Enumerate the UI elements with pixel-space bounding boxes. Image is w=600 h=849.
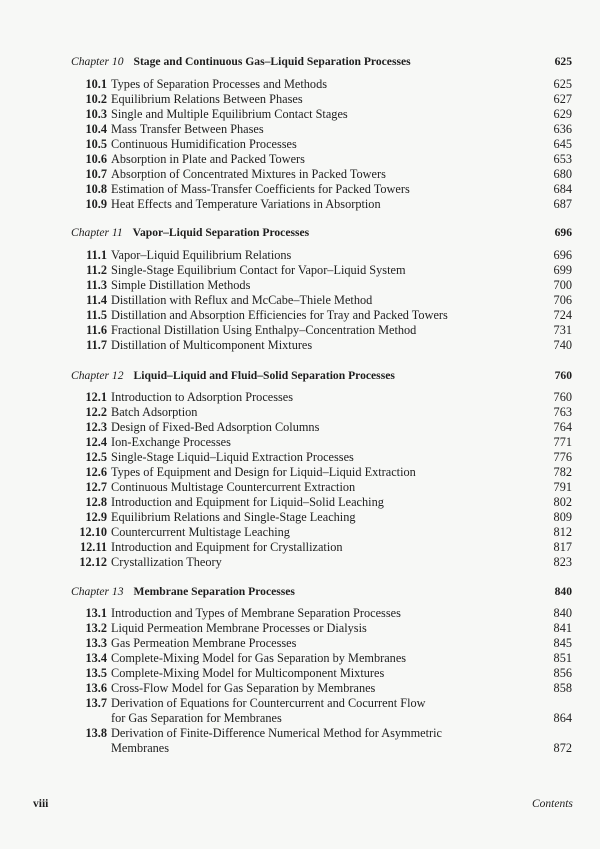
folio-page-number: viii	[33, 798, 49, 810]
section-number: 13.3	[85, 636, 107, 650]
toc-entry	[60, 405, 572, 420]
section-title: Derivation of Equations for Countercurrent and Cocurrent Flow	[111, 696, 426, 710]
section-number: 10.3	[85, 107, 107, 121]
section-title: Cross-Flow Model for Gas Separation by Membranes	[111, 681, 376, 695]
section-title: Distillation of Multicomponent Mixtures	[111, 338, 313, 352]
chapter-heading	[71, 368, 572, 384]
chapter-title: Vapor–Liquid Separation Processes	[132, 226, 310, 239]
toc-entry	[60, 248, 572, 263]
section-title: Single and Multiple Equilibrium Contact Stages	[111, 107, 348, 121]
section-title: Mass Transfer Between Phases	[111, 122, 264, 136]
toc-entry	[60, 122, 572, 137]
section-number: 10.8	[85, 182, 107, 196]
toc-entry	[60, 92, 572, 107]
section-page: 782	[553, 465, 572, 479]
section-title: Gas Permeation Membrane Processes	[111, 636, 297, 650]
section-title: Vapor–Liquid Equilibrium Relations	[111, 248, 292, 262]
section-page: 791	[553, 480, 572, 494]
section-page: 653	[553, 152, 572, 166]
section-number: 12.6	[85, 465, 107, 479]
section-title: Introduction and Equipment for Crystallization	[111, 540, 343, 554]
toc-entry	[60, 606, 572, 621]
chapter-label: Chapter 13	[71, 585, 124, 598]
toc-entry	[60, 167, 572, 182]
chapter-page: 625	[554, 55, 572, 68]
section-page: 680	[553, 167, 572, 181]
section-title: Single-Stage Liquid–Liquid Extraction Processes	[111, 450, 354, 464]
toc-entry	[60, 480, 572, 495]
section-title: Design of Fixed-Bed Adsorption Columns	[111, 420, 320, 434]
toc-entry	[60, 308, 572, 323]
chapter-heading	[71, 584, 572, 600]
section-number: 13.2	[85, 621, 107, 635]
section-number: 12.8	[85, 495, 107, 509]
toc-entry	[60, 726, 572, 755]
section-page: 817	[553, 540, 572, 554]
chapter-label: Chapter 11	[71, 226, 123, 239]
section-page: 706	[553, 293, 572, 307]
section-title: Introduction and Types of Membrane Separation Processes	[111, 606, 401, 620]
section-number: 12.4	[85, 435, 107, 449]
toc-entry	[60, 621, 572, 636]
toc-entry	[60, 666, 572, 681]
section-number: 12.3	[85, 420, 107, 434]
chapter-title: Membrane Separation Processes	[133, 585, 295, 598]
chapter-label: Chapter 12	[71, 369, 124, 382]
section-page: 636	[553, 122, 572, 136]
section-title: Types of Separation Processes and Methods	[111, 77, 327, 91]
section-page: 812	[553, 525, 572, 539]
section-number: 10.6	[85, 152, 107, 166]
toc-entry	[60, 651, 572, 666]
toc-entry	[60, 420, 572, 435]
section-page: 627	[553, 92, 572, 106]
section-page: 823	[553, 555, 572, 569]
section-number: 10.2	[85, 92, 107, 106]
section-title: Continuous Humidification Processes	[111, 137, 297, 151]
chapter-page: 696	[554, 226, 572, 239]
section-number: 13.8	[85, 726, 107, 740]
chapter-title: Liquid–Liquid and Fluid–Solid Separation Processes	[133, 369, 395, 382]
section-title: Estimation of Mass-Transfer Coefficients for Packed Towers	[111, 182, 410, 196]
section-number: 11.3	[86, 278, 107, 292]
toc-entry	[60, 293, 572, 308]
section-title: Distillation with Reflux and McCabe–Thiele Method	[111, 293, 373, 307]
toc-entry	[60, 696, 572, 725]
chapter-page: 760	[554, 369, 572, 382]
toc-entry	[60, 450, 572, 465]
section-number: 12.10	[79, 525, 107, 539]
section-number: 10.7	[85, 167, 107, 181]
section-page: 872	[553, 741, 572, 755]
running-title: Contents	[532, 798, 573, 810]
section-number: 12.1	[85, 390, 107, 404]
chapter-label: Chapter 10	[71, 55, 124, 68]
section-title: Fractional Distillation Using Enthalpy–Concentration Method	[111, 323, 417, 337]
toc-entry	[60, 495, 572, 510]
toc-entry	[60, 77, 572, 92]
section-page: 763	[553, 405, 572, 419]
section-title: Equilibrium Relations and Single-Stage Leaching	[111, 510, 356, 524]
section-number: 10.5	[85, 137, 107, 151]
section-page: 724	[553, 308, 572, 322]
section-page: 776	[553, 450, 572, 464]
section-page: 764	[553, 420, 572, 434]
section-title: Equilibrium Relations Between Phases	[111, 92, 303, 106]
section-title: Absorption of Concentrated Mixtures in Packed Towers	[111, 167, 386, 181]
section-title: Continuous Multistage Countercurrent Extraction	[111, 480, 356, 494]
section-title: Derivation of Finite-Difference Numerical Method for Asymmetric	[111, 726, 443, 740]
section-number: 11.2	[86, 263, 107, 277]
section-number: 11.6	[86, 323, 107, 337]
section-title: Crystallization Theory	[111, 555, 222, 569]
section-title: Complete-Mixing Model for Gas Separation by Membranes	[111, 651, 407, 665]
section-title: Heat Effects and Temperature Variations in Absorption	[111, 197, 381, 211]
chapter-page: 840	[554, 585, 572, 598]
section-page: 696	[553, 248, 572, 262]
section-title: Distillation and Absorption Efficiencies for Tray and Packed Towers	[111, 308, 448, 322]
toc-entry	[60, 510, 572, 525]
section-number: 12.5	[85, 450, 107, 464]
section-title: Simple Distillation Methods	[111, 278, 251, 292]
toc-entry	[60, 540, 572, 555]
section-title: Absorption in Plate and Packed Towers	[111, 152, 305, 166]
section-title: Ion-Exchange Processes	[111, 435, 231, 449]
section-number: 10.4	[85, 122, 107, 136]
section-title: Complete-Mixing Model for Multicomponent Mixtures	[111, 666, 385, 680]
section-page: 771	[553, 435, 572, 449]
toc-entry	[60, 182, 572, 197]
section-page: 684	[553, 182, 572, 196]
section-number: 13.7	[85, 696, 107, 710]
section-page: 841	[553, 621, 572, 635]
section-title-continued: for Gas Separation for Membranes	[111, 711, 282, 725]
section-page: 864	[553, 711, 572, 725]
section-number: 13.5	[85, 666, 107, 680]
section-page: 760	[553, 390, 572, 404]
section-page: 802	[553, 495, 572, 509]
section-title: Types of Equipment and Design for Liquid–Liquid Extraction	[111, 465, 416, 479]
section-title: Countercurrent Multistage Leaching	[111, 525, 290, 539]
section-title: Introduction to Adsorption Processes	[111, 390, 294, 404]
toc-entry	[60, 525, 572, 540]
section-number: 11.7	[86, 338, 107, 352]
toc-entry	[60, 636, 572, 651]
toc-entry	[60, 681, 572, 696]
chapter-heading	[71, 225, 572, 241]
section-number: 12.11	[80, 540, 107, 554]
section-number: 10.1	[85, 77, 107, 91]
chapter-heading	[71, 54, 572, 70]
toc-entry	[60, 107, 572, 122]
section-page: 645	[553, 137, 572, 151]
section-number: 12.7	[85, 480, 107, 494]
toc-entry	[60, 197, 572, 212]
section-title: Liquid Permeation Membrane Processes or Dialysis	[111, 621, 367, 635]
section-number: 13.4	[85, 651, 107, 665]
section-page: 809	[553, 510, 572, 524]
section-number: 11.1	[86, 248, 107, 262]
section-number: 11.4	[86, 293, 107, 307]
section-title: Single-Stage Equilibrium Contact for Vapor–Liquid System	[111, 263, 406, 277]
toc-entry	[60, 263, 572, 278]
section-title-continued: Membranes	[111, 741, 170, 755]
section-page: 740	[553, 338, 572, 352]
section-page: 700	[553, 278, 572, 292]
section-title: Introduction and Equipment for Liquid–Solid Leaching	[111, 495, 384, 509]
section-title: Batch Adsorption	[111, 405, 198, 419]
section-page: 731	[553, 323, 572, 337]
section-page: 856	[553, 666, 572, 680]
toc-entry	[60, 390, 572, 405]
section-number: 11.5	[86, 308, 107, 322]
toc-entry	[60, 338, 572, 353]
section-page: 840	[553, 606, 572, 620]
section-page: 699	[553, 263, 572, 277]
section-page: 845	[553, 636, 572, 650]
toc-entry	[60, 152, 572, 167]
toc-entry	[60, 323, 572, 338]
section-number: 12.12	[79, 555, 107, 569]
section-number: 12.9	[85, 510, 107, 524]
section-page: 851	[553, 651, 572, 665]
section-number: 13.1	[85, 606, 107, 620]
toc-entry	[60, 555, 572, 570]
section-number: 12.2	[85, 405, 107, 419]
toc-entry	[60, 137, 572, 152]
chapter-title: Stage and Continuous Gas–Liquid Separation Processes	[133, 55, 411, 68]
section-page: 629	[553, 107, 572, 121]
toc-entry	[60, 278, 572, 293]
toc-entry	[60, 465, 572, 480]
section-number: 10.9	[85, 197, 107, 211]
section-number: 13.6	[85, 681, 107, 695]
section-page: 625	[553, 77, 572, 91]
section-page: 687	[553, 197, 572, 211]
section-page: 858	[553, 681, 572, 695]
toc-entry	[60, 435, 572, 450]
